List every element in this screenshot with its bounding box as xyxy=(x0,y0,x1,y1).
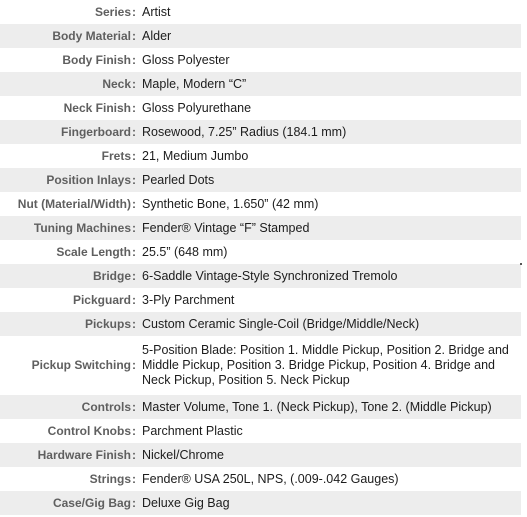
spec-value: Fender® Vintage “F” Stamped xyxy=(136,216,521,240)
spec-row-pickguard xyxy=(0,288,521,312)
spec-label: Series: xyxy=(94,4,136,19)
spec-row-body-material xyxy=(0,24,521,48)
spec-row-neck-finish xyxy=(0,96,521,120)
spec-row-strings xyxy=(0,467,521,491)
spec-value: 5-Position Blade: Position 1. Middle Pickup, Position 2. Bridge and Middle Pickup, Position 3. Bridge Pickup, Position 4. Bridge and Neck Pickup, Position 5. Neck Pickup xyxy=(142,343,509,387)
spec-row-nut xyxy=(0,192,521,216)
spec-label: Neck Finish: xyxy=(63,100,136,115)
spec-row-tuning-machines xyxy=(0,216,521,240)
spec-value: 25.5” (648 mm) xyxy=(142,244,228,259)
spec-value: 21, Medium Jumbo xyxy=(142,148,249,163)
spec-value: Fender® USA 250L, NPS, (.009-.042 Gauges) xyxy=(142,471,399,486)
spec-value: 6-Saddle Vintage-Style Synchronized Tremolo xyxy=(136,264,521,288)
spec-value: Gloss Polyurethane xyxy=(142,100,252,115)
spec-value: Synthetic Bone, 1.650” (42 mm) xyxy=(142,196,319,211)
spec-label: Hardware Finish: xyxy=(0,443,136,467)
spec-value: Artist xyxy=(142,4,171,19)
spec-row-controls xyxy=(0,395,521,419)
spec-row-pickup-switching xyxy=(0,336,521,395)
spec-label: Tuning Machines: xyxy=(0,216,136,240)
spec-label: Scale Length: xyxy=(56,244,136,259)
spec-value: Deluxe Gig Bag xyxy=(136,491,521,515)
spec-label: Fingerboard: xyxy=(0,120,136,144)
spec-row-control-knobs xyxy=(0,419,521,443)
spec-label: Nut (Material/Width): xyxy=(17,196,136,211)
spec-value: Nickel/Chrome xyxy=(136,443,521,467)
spec-value: Maple, Modern “C” xyxy=(136,72,521,96)
spec-value: Custom Ceramic Single-Coil (Bridge/Middle/Neck) xyxy=(136,312,521,336)
spec-value: 3-Ply Parchment xyxy=(142,292,235,307)
spec-label: Neck: xyxy=(0,72,136,96)
spec-value: Pearled Dots xyxy=(136,168,521,192)
spec-label: Pickguard: xyxy=(72,292,136,307)
spec-row-pickups xyxy=(0,312,521,336)
spec-row-frets xyxy=(0,144,521,168)
spec-label: Controls: xyxy=(0,395,136,419)
spec-row-case-gig-bag xyxy=(0,491,521,515)
spec-value: Rosewood, 7.25” Radius (184.1 mm) xyxy=(136,120,521,144)
spec-row-position-inlays xyxy=(0,168,521,192)
spec-label: Bridge: xyxy=(0,264,136,288)
spec-label: Control Knobs: xyxy=(47,423,136,438)
spec-label: Body Finish: xyxy=(62,52,136,67)
spec-row-scale-length xyxy=(0,240,521,264)
spec-label: Strings: xyxy=(89,471,136,486)
spec-row-fingerboard xyxy=(0,120,521,144)
spec-label: Position Inlays: xyxy=(0,168,136,192)
spec-row-neck xyxy=(0,72,521,96)
spec-label: Body Material: xyxy=(0,24,136,48)
spec-row-hardware-finish xyxy=(0,443,521,467)
spec-row-bridge xyxy=(0,264,521,288)
spec-value: Alder xyxy=(136,24,521,48)
spec-value: Gloss Polyester xyxy=(142,52,230,67)
spec-row-body-finish xyxy=(0,48,521,72)
spec-value: Master Volume, Tone 1. (Neck Pickup), Tone 2. (Middle Pickup) xyxy=(136,395,521,419)
spec-value: Parchment Plastic xyxy=(142,423,243,438)
spec-label: Pickups: xyxy=(0,312,136,336)
spec-label: Pickup Switching: xyxy=(31,358,136,372)
spec-label: Frets: xyxy=(101,148,136,163)
stray-dot xyxy=(520,263,522,265)
spec-row-series xyxy=(0,0,521,24)
spec-label: Case/Gig Bag: xyxy=(0,491,136,515)
